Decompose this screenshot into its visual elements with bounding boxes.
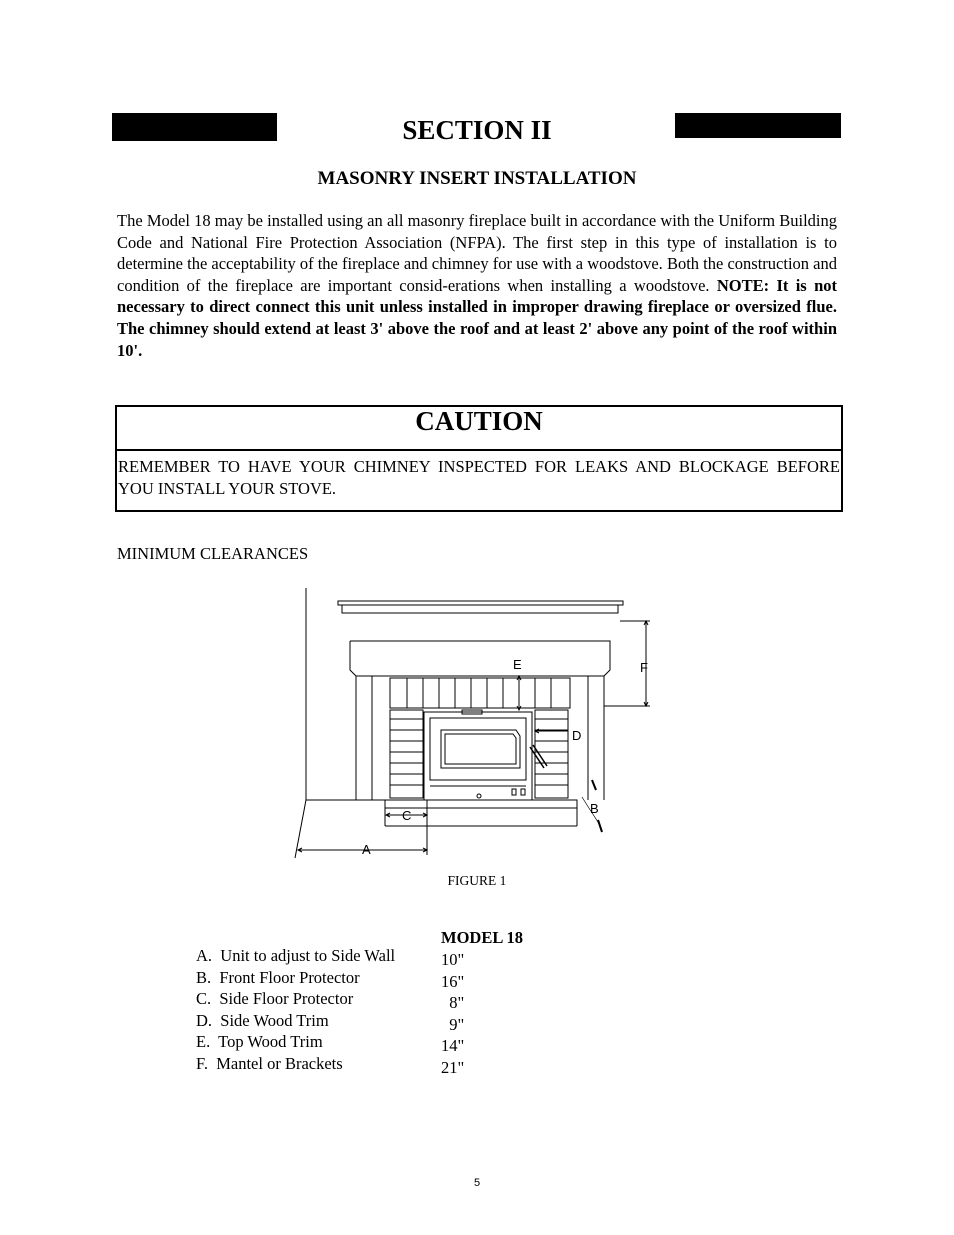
clearance-label-a: A. Unit to adjust to Side Wall [196,946,396,965]
clearances-values [441,949,464,1078]
clearance-value-d: 9" [441,1014,465,1034]
fireplace-figure [280,583,660,868]
page-number: 5 [473,1177,481,1189]
minimum-clearances-label: MINIMUM CLEARANCES [117,544,309,563]
clearances-table-header: MODEL 18 [441,928,524,947]
stove-window [441,730,520,768]
label-a: A [362,842,371,857]
label-f: F [640,660,648,675]
clearance-value-f: 21" [441,1057,465,1077]
clearance-value-e: 14" [441,1036,465,1055]
clearance-label-f: F. Mantel or Brackets [196,1053,343,1073]
clearance-label-e: E. Top Wood Trim [196,1032,323,1051]
intro-paragraph [117,210,837,361]
caution-title: CAUTION [117,407,841,451]
intro-note: NOTE: It is not necessary to direct connect this unit unless installed in improper drawing fireplace or oversized flue. The chimney should extend at least 3' above the roof and at least 2' above any point of the roof within 10'. [117,275,837,360]
label-c: C [402,808,412,823]
clearance-value-b: 16" [441,971,465,991]
section-title: SECTION II [402,115,552,145]
mantel [338,601,623,605]
caution-text: REMEMBER TO HAVE YOUR CHIMNEY INSPECTED FOR LEAKS AND BLOCKAGE BEFORE YOU INSTALL YOUR STOVE. [118,457,840,498]
caution-box [115,405,843,512]
clearance-value-c: 8" [441,993,465,1012]
wood-trim [350,641,610,800]
clearance-label-c: C. Side Floor Protector [196,989,354,1008]
section-subtitle: MASONRY INSERT INSTALLATION [317,168,637,189]
clearance-value-a: 10" [441,950,465,969]
clearances-labels [196,945,395,1074]
clearance-label-b: B. Front Floor Protector [196,967,360,987]
figure-caption: FIGURE 1 [447,873,507,888]
label-e: E [513,657,522,672]
dimension-b [598,820,602,832]
clearance-label-d: D. Side Wood Trim [196,1010,329,1030]
label-d: D [572,728,582,743]
label-b: B [590,801,599,816]
intro-text: The Model 18 may be installed using an all masonry fireplace built in accordance with the Uniform Building Code and National Fire Protection Association (NFPA). The first step in this type of installation is to determine the acceptability of the fireplace and chimney for use with a woodstove. Both the construction and condition of the fireplace are important consid-erations when installing a woodstove. [117,211,837,295]
